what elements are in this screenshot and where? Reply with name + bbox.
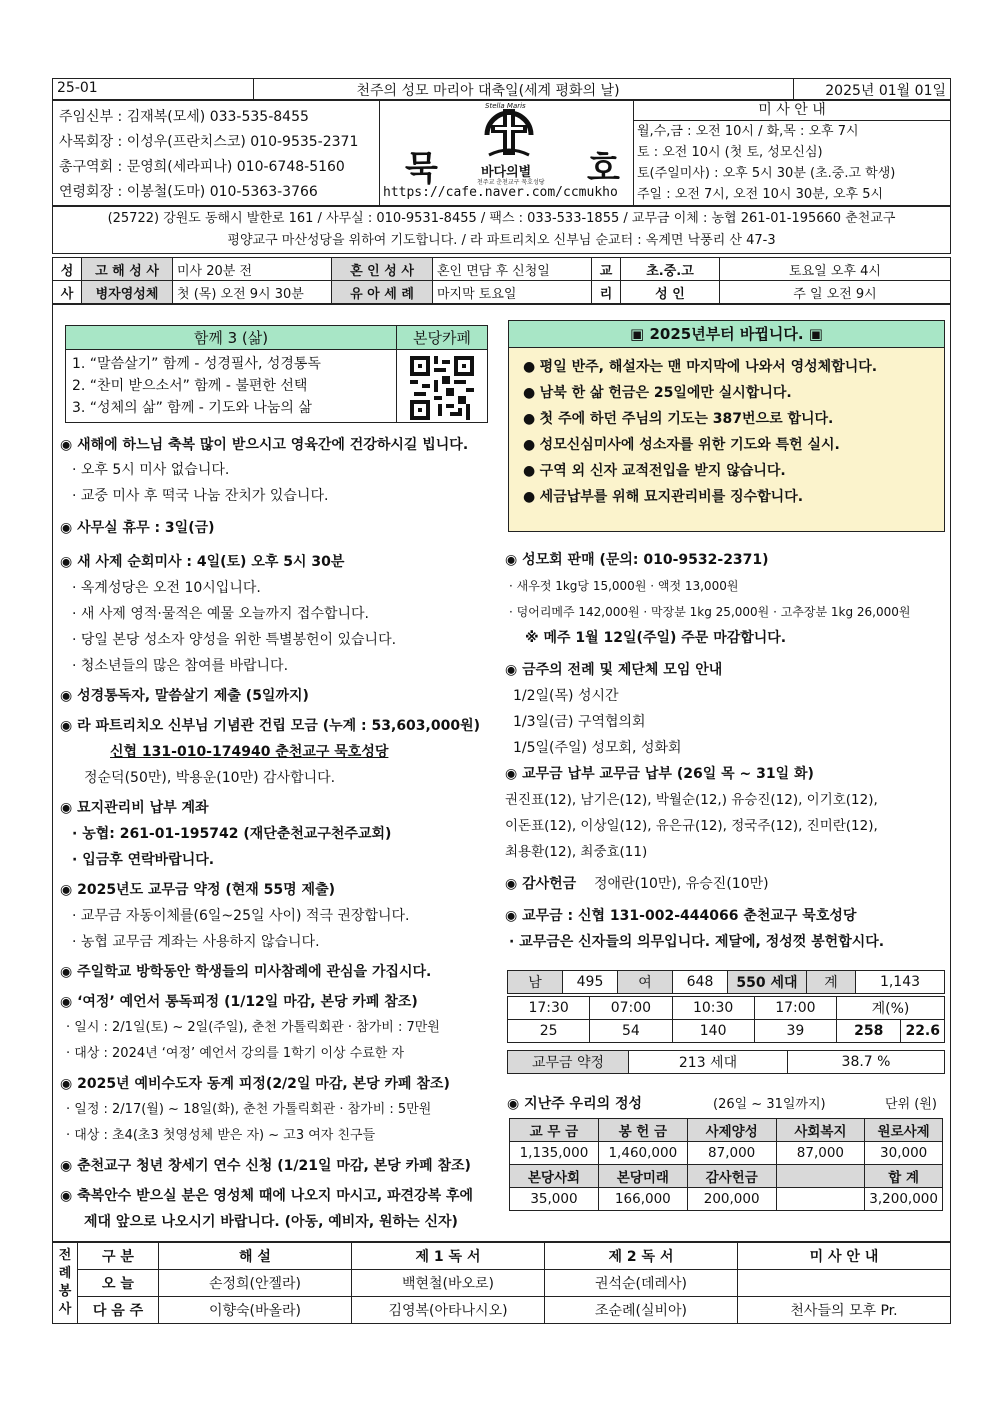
change-item-4: ● 성모신심미사에 성소자를 위한 기도와 특헌 실시. — [523, 437, 840, 453]
together-title: 함께 3 (삶) — [66, 326, 396, 350]
together-box — [65, 325, 488, 423]
notice-sale: ◉ 성모회 판매 (문의: 010-9532-2371) — [505, 547, 950, 573]
notice-cemetery-fee: ◉ 묘지관리비 납부 계좌 — [60, 795, 500, 821]
notice-bible-reading: ◉ 성경통독자, 말씀살기 제출 (5일까지) — [60, 683, 500, 709]
address-box — [52, 206, 951, 254]
contact-district: 총구역회 : 문영희(세라피나) 010-6748-5160 — [59, 159, 345, 175]
header-bar — [52, 78, 951, 100]
contact-pastor: 주임신부 : 김재복(모세) 033-535-8455 — [59, 109, 309, 125]
liturgy-service-table: 전 례 봉 사 구 분 해 설 제 1 독 서 제 2 독 서 미 사 안 내 오 늘 손정희(안젤라) 백현철(바오로) 권석순(데레사) 다 음 주 이향숙(바올라) 김영복(아타나시오) 조순례(실비아) 천사들의 모후 Pr. — [52, 1242, 951, 1324]
marriage-info: 혼인 면담 후 신청일 — [433, 258, 592, 281]
logo-subtitle: 천주교 춘천교구 묵호성당 — [477, 179, 545, 186]
confession-time: 미사 20분 전 — [173, 258, 332, 281]
notice-memorial-fund: ◉ 라 파트리치오 신부님 기념관 건립 모금 (누계 : 53,603,000원) — [60, 713, 500, 739]
stella-maris-emblem — [481, 105, 537, 161]
address-line: (25722) 강원도 동해시 발한로 161 / 사무실 : 010-9531-8455 / 팩스 : 033-533-1855 / 교무금 이체 : 농협 261-01-195660 춘천교구 — [107, 211, 896, 226]
contact-council: 사목회장 : 이성우(프란치스코) 010-9535-2371 — [59, 134, 359, 150]
mass-weekday: 월,수,금 : 오전 10시 / 화,목 : 오후 7시 — [637, 124, 859, 139]
notice-sunday-school: ◉ 주일학교 방학동안 학생들의 미사참례에 관심을 가집시다. — [60, 959, 500, 985]
notice-newyear: ◉ 새해에 하느님 축복 많이 받으시고 영육간에 건강하시길 빕니다. — [60, 433, 500, 457]
notice-thanks-offering: ◉ 감사헌금 정애란(10만), 유승진(10만) — [505, 871, 950, 897]
page-title: 천주의 성모 마리아 대축일(세계 평화의 날) — [356, 83, 620, 99]
notice-office-closed: ◉ 사무실 휴무 : 3일(금) — [60, 515, 500, 541]
sacrament-side-2: 사 — [53, 281, 82, 304]
catechesis-adult-time: 주 일 오전 9시 — [720, 281, 951, 304]
logo-left-char: 묵 — [405, 149, 438, 189]
catechesis-side-1: 교 — [592, 258, 621, 281]
change-item-5: ● 구역 외 신자 교적전입을 받지 않습니다. — [523, 463, 786, 479]
masthead — [52, 100, 951, 206]
sacrament-side-1: 성 — [53, 258, 82, 281]
mass-sunday: 주일 : 오전 7시, 오전 10시 30분, 오후 5시 — [637, 187, 884, 202]
cafe-url[interactable]: https://cafe.naver.com/ccmukho — [383, 185, 618, 200]
together-list — [72, 353, 321, 419]
cafe-label: 본당카페 — [396, 326, 487, 350]
service-side: 전 례 봉 사 — [53, 1243, 78, 1324]
infant-baptism-info: 마지막 토요일 — [433, 281, 592, 304]
prayer-line: 평양교구 마산성당을 위하여 기도합니다. / 라 파트리치오 신부님 순교터 : 옥계면 낙풍리 산 47-3 — [227, 233, 776, 248]
mass-title: 미 사 안 내 — [633, 101, 951, 121]
notice-tithe-account: ◉ 교무금 : 신협 131-002-444066 춘천교구 묵호성당 — [505, 903, 950, 929]
catechesis-youth-time: 토요일 오후 4시 — [720, 258, 951, 281]
notice-meetings: ◉ 금주의 전례 및 제단체 모임 안내 — [505, 657, 950, 683]
notice-tithe-paid: ◉ 교무금 납부 교무금 납부 (26일 목 ~ 31일 화) — [505, 761, 950, 787]
mass-saturday: 토 : 오전 10시 (첫 토, 성모신심) — [637, 145, 823, 160]
offering-table: 교 무 금 봉 헌 금 사제양성 사회복지 원로사제 1,135,000 1,460,000 87,000 87,000 30,000 본당사회 본당미래 감사헌금 합 계 35,000 166,000 200,000 3,200,000 — [509, 1118, 943, 1211]
logo-arc-text: Stella Maris — [485, 102, 526, 110]
changes-list — [509, 348, 944, 510]
change-item-1: ● 평일 반주, 해설자는 맨 마지막에 나와서 영성체합니다. — [523, 359, 878, 375]
logo-name: 바다의별 — [481, 165, 532, 180]
infant-baptism-label: 유 아 세 례 — [332, 281, 433, 304]
notice-vocation-retreat: ◉ 2025년 예비수도자 동계 피정(2/2일 마감, 본당 카페 참조) — [60, 1071, 500, 1097]
issue-number: 25-01 — [57, 80, 98, 96]
issue-date: 2025년 01월 01일 — [825, 83, 946, 99]
change-item-3: ● 첫 주에 하던 주님의 기도는 387번으로 합니다. — [523, 411, 834, 427]
change-item-2: ● 남북 한 삶 헌금은 25일에만 실시합니다. — [523, 385, 792, 401]
notice-tithe-pledge: ◉ 2025년도 교무금 약정 (현재 55명 제출) — [60, 877, 500, 903]
left-notices: ◉ 새해에 하느님 축복 많이 받으시고 영육간에 건강하시길 빕니다. · 오후 5시 미사 없습니다. · 교중 미사 후 떡국 나눔 잔치가 있습니다. ◉ 사무실 휴무 : 3일(금) ◉ 새 사제 순회미사 : 4일(토) 오후 5시 30분 · 옥계성당은 오전 10시입니다. · 새 사제 영적·물적은 예물 오늘까지 접수합니다. · 당일 본당 성소자 양성을 위한 특별봉헌이 있습니다. · 청소년들의 많은 참여를 바랍니다. ◉ 성경통독자, 말씀살기 제출 (5일까지) ◉ 라 파트리치오 신부님 기념관 건립 모금 (누계 : 53,603,000원) 신협 131-010-174940 춘천교구 묵호성당 정순덕(50만), 박용운(10만) 감사합니다. ◉ 묘지관리비 납부 계좌 · 농협: 261-01-195742 (재단춘천교구천주교회) · 입금후 연락바랍니다. ◉ 2025년도 교무금 약정 (현재 55명 제출) · 교무금 자동이체를(6일~25일 사이) 적극 권장합니다. · 농협 교무금 계좌는 사용하지 않습니다. ◉ 주일학교 방학동안 학생들의 미사참례에 관심을 가집시다. ◉ ‘여정’ 예언서 통독피정 (1/12일 마감, 본당 카페 참조) · 일시 : 2/1일(토) ~ 2일(주일), 춘천 가톨릭회관 · 참가비 : 7만원 · 대상 : 2024년 ‘여정’ 예언서 강의를 1학기 이상 수료한 자 ◉ 2025년 예비수도자 동계 피정(2/2일 마감, 본당 카페 참조) · 일정 : 2/17(월) ~ 18일(화), 춘천 가톨릭회관 · 참가비 : 5만원 · 대상 : 초4(초3 첫영성체 받은 자) ~ 고3 여자 친구들 ◉ 춘천교구 청년 창세기 연수 신청 (1/21일 마감, 본당 카페 참조) ◉ 축복안수 받으실 분은 영성체 때에 나오지 마시고, 파견강복 후에 제대 앞으로 나오시기 바랍니다. (아동, 예비자, 원하는 신자) — [60, 433, 500, 1235]
notice-blessing: ◉ 축복안수 받으실 분은 영성체 때에 나오지 마시고, 파견강복 후에 — [60, 1183, 500, 1209]
offering-heading: ◉ 지난주 우리의 정성 (26일 ~ 31일까지) 단위 (원) — [507, 1093, 945, 1113]
changes-title: ▣ 2025년부터 바뀝니다. ▣ — [509, 321, 944, 348]
sick-communion-label: 병자영성체 — [82, 281, 173, 304]
together-item-2: 2. “찬미 받으소서” 함께 - 불편한 선택 — [72, 378, 308, 394]
sick-communion-time: 첫 (목) 오전 9시 30분 — [173, 281, 332, 304]
catechesis-adult-label: 성 인 — [621, 281, 720, 304]
catechesis-youth-label: 초.중.고 — [621, 258, 720, 281]
tithe-pledge-table: 교무금 약정 213 세대 38.7 % — [507, 1050, 945, 1074]
confession-label: 고 해 성 사 — [82, 258, 173, 281]
parish-logo — [393, 102, 629, 189]
changes-box — [508, 320, 945, 532]
mass-times — [633, 101, 951, 205]
contact-funeral: 연령회장 : 이봉철(도마) 010-5363-3766 — [59, 184, 318, 200]
sacrament-table — [52, 257, 951, 304]
catechesis-side-2: 리 — [592, 281, 621, 304]
notice-prophets-retreat: ◉ ‘여정’ 예언서 통독피정 (1/12일 마감, 본당 카페 참조) — [60, 989, 500, 1015]
attendance-table: 남 495 여 648 550 세대 계 1,143 — [507, 970, 945, 994]
right-notices: ◉ 성모회 판매 (문의: 010-9532-2371) · 새우젓 1kg당 15,000원 · 액젓 13,000원 · 덩어리메주 142,000원 · 막장분 1kg 25,000원 · 고추장분 1kg 26,000원 ※ 메주 1월 12일(주일) 주문 마감합니다. ◉ 금주의 전례 및 제단체 모임 안내 1/2일(목) 성시간 1/3일(금) 구역협의회 1/5일(주일) 성모회, 성화회 ◉ 교무금 납부 교무금 납부 (26일 목 ~ 31일 화) 권진표(12), 남기은(12), 박월순(12,) 유승진(12), 이기호(12), 이돈표(12), 이상일(12), 유은규(12), 정국주(12), 진미란(12), 최용환(12), 최중효(11) ◉ 감사헌금 정애란(10만), 유승진(10만) ◉ 교무금 : 신협 131-002-444066 춘천교구 묵호성당 · 교무금은 신자들의 의무입니다. 제달에, 정성껏 봉헌합시다. — [505, 547, 950, 955]
mass-saturday-sunday: 토(주일미사) : 오후 5시 30분 (초.중.고 학생) — [637, 166, 896, 181]
cafe-qr-code[interactable] — [410, 356, 474, 420]
contact-list — [59, 105, 358, 205]
together-item-3: 3. “성체의 삶” 함께 - 기도와 나눔의 삶 — [72, 400, 312, 416]
together-item-1: 1. “말씀살기” 함께 - 성경필사, 성경통독 — [72, 356, 321, 372]
notice-new-priest-mass: ◉ 새 사제 순회미사 : 4일(토) 오후 5시 30분 — [60, 549, 500, 575]
change-item-6: ● 세금납부를 위해 묘지관리비를 징수합니다. — [523, 489, 804, 505]
notice-youth-genesis: ◉ 춘천교구 청년 창세기 연수 신청 (1/21일 마감, 본당 카페 참조) — [60, 1153, 500, 1179]
marriage-label: 혼 인 성 사 — [332, 258, 433, 281]
logo-right-char: 호 — [587, 149, 620, 189]
attendance-mass-table: 17:30 07:00 10:30 17:00 계(%) 25 54 140 39 258 22.6 — [507, 996, 945, 1043]
